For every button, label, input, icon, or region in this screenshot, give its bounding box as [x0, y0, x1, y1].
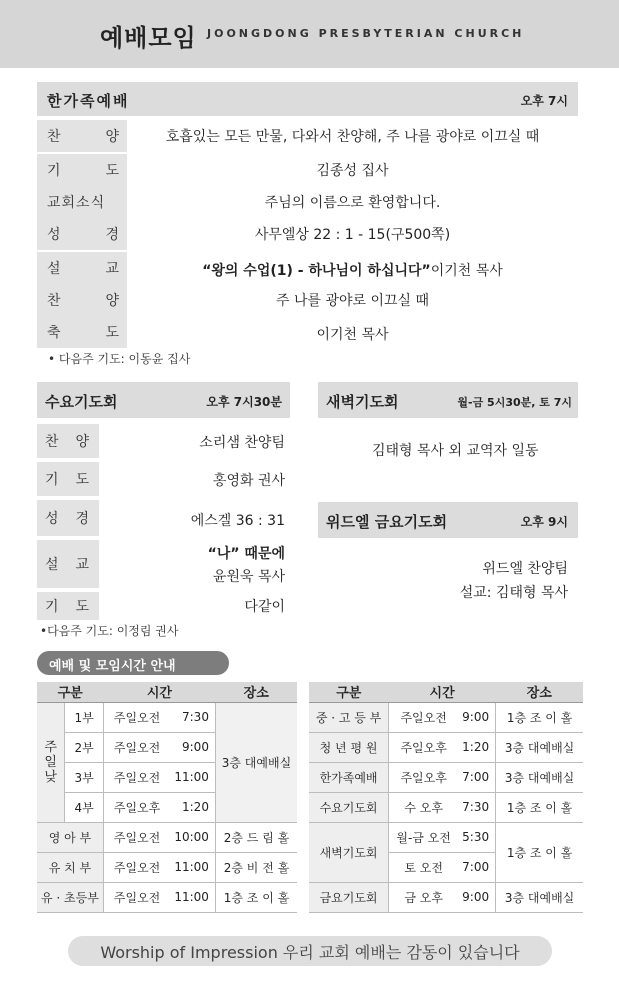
- family-service-header: [37, 82, 578, 116]
- table-row: 중 · 고 등 부 주일오전 9:00 1층 조 이 홀: [309, 702, 583, 732]
- table-row: 유 치 부 주일오전 11:00 2층 비 전 홀: [37, 852, 297, 882]
- wed-next-prayer: •다음주 기도: 이정림 권사: [40, 624, 179, 638]
- sunday-label: 주일낮: [37, 702, 65, 822]
- wednesday-time: 오후 7시30분: [206, 395, 282, 409]
- top-banner: [0, 0, 619, 68]
- wed-value-prayer-2: 다같이: [244, 599, 285, 615]
- dawn-time: 월-금 5시30분, 토 7시: [457, 396, 572, 409]
- header-place: 장소: [215, 682, 297, 702]
- friday-time: 오후 9시: [520, 515, 568, 529]
- friday-header: [318, 502, 578, 538]
- wed-value-scripture: 에스겔 36 : 31: [190, 513, 285, 529]
- dawn-header: [318, 382, 578, 418]
- wed-sermon-preacher: 윤원욱 목사: [212, 569, 285, 585]
- friday-title: 위드엘 금요기도회: [326, 513, 448, 531]
- wed-label-sermon: 설 교: [37, 540, 99, 588]
- family-service-time: 오후 7시: [520, 94, 568, 108]
- church-name: JOONGDONG PRESBYTERIAN CHURCH: [207, 27, 525, 40]
- dawn-leaders: 김태형 목사 외 교역자 일동: [372, 443, 539, 459]
- wed-label-scripture: 성 경: [37, 500, 99, 536]
- sermon-title: “왕의 수업(1) - 하나님이 하십니다”: [202, 263, 431, 279]
- dawn-title: 새벽기도회: [326, 393, 399, 411]
- value-praise-1: 호흡있는 모든 만물, 다와서 찬양해, 주 나를 광야로 이끄실 때: [165, 129, 540, 145]
- table-row: 3부 주일오전 11:00: [37, 762, 297, 792]
- wed-value-praise: 소리샘 찬양팀: [199, 435, 285, 451]
- schedule-table-left: [37, 682, 297, 913]
- friday-preacher: 설교: 김태형 목사: [459, 585, 568, 601]
- label-praise-1: 찬 양: [37, 120, 127, 152]
- table-row: 수요기도회 수 오후 7:30 1층 조 이 홀: [309, 792, 583, 822]
- wednesday-title: 수요기도회: [45, 393, 118, 411]
- table-row: 4부 주일오후 1:20: [37, 792, 297, 822]
- wed-sermon-title: “나” 때문에: [207, 546, 285, 562]
- wed-label-prayer: 기 도: [37, 462, 99, 496]
- label-church-news: 교회소식: [37, 186, 127, 218]
- schedule-title: 예배 및 모임시간 안내: [37, 651, 229, 675]
- family-service-title: 한가족예배: [47, 92, 130, 110]
- header-category: 구분: [37, 682, 103, 702]
- label-scripture: 성 경: [37, 218, 127, 250]
- page-title: 예배모임: [100, 24, 197, 52]
- wednesday-header: [37, 382, 290, 418]
- table-row: 금요기도회 금 오후 9:00 3층 대예배실: [309, 882, 583, 912]
- table-row: 주일낮 1부 주일오전 7:30 3층 대예배실: [37, 702, 297, 732]
- friday-praise: 위드엘 찬양팀: [482, 561, 568, 577]
- schedule-table-right: [309, 682, 583, 913]
- table-row: 유 · 초등부 주일오전 11:00 1층 조 이 홀: [37, 882, 297, 912]
- wed-value-prayer: 홍영화 권사: [212, 473, 285, 489]
- value-prayer: 김종성 집사: [316, 163, 389, 179]
- table-row: 청 년 평 원 주일오후 1:20 3층 대예배실: [309, 732, 583, 762]
- footer-slogan: Worship of Impression 우리 교회 예배는 감동이 있습니다: [68, 936, 552, 966]
- sunday-place: 3층 대예배실: [215, 702, 297, 822]
- wed-label-prayer-2: 기 도: [37, 592, 99, 620]
- table-row: 토 오전 7:00: [309, 852, 583, 882]
- wed-label-praise: 찬 양: [37, 424, 99, 458]
- table-row: 2부 주일오전 9:00: [37, 732, 297, 762]
- header-time: 시간: [103, 682, 215, 702]
- value-sermon: [127, 254, 578, 286]
- table-row: 한가족예배 주일오후 7:00 3층 대예배실: [309, 762, 583, 792]
- label-sermon: 설 교: [37, 252, 127, 284]
- value-church-news: 주님의 이름으로 환영합니다.: [264, 195, 441, 211]
- table-header-row: 구분 시간 장소: [309, 682, 583, 702]
- value-praise-2: 주 나를 광야로 이끄실 때: [275, 293, 430, 309]
- label-benediction: 축 도: [37, 316, 127, 348]
- sermon-preacher: 이기천 목사: [430, 263, 503, 279]
- value-benediction: 이기천 목사: [316, 327, 389, 343]
- label-prayer: 기 도: [37, 154, 127, 186]
- table-row: 영 아 부 주일오전 10:00 2층 드 림 홀: [37, 822, 297, 852]
- table-row: 새벽기도회 월-금 오전 5:30 1층 조 이 홀: [309, 822, 583, 852]
- value-scripture: 사무엘상 22 : 1 - 15(구500쪽): [254, 227, 451, 243]
- label-praise-2: 찬 양: [37, 284, 127, 316]
- table-header-row: [37, 682, 297, 702]
- family-next-prayer: • 다음주 기도: 이동윤 집사: [48, 352, 191, 366]
